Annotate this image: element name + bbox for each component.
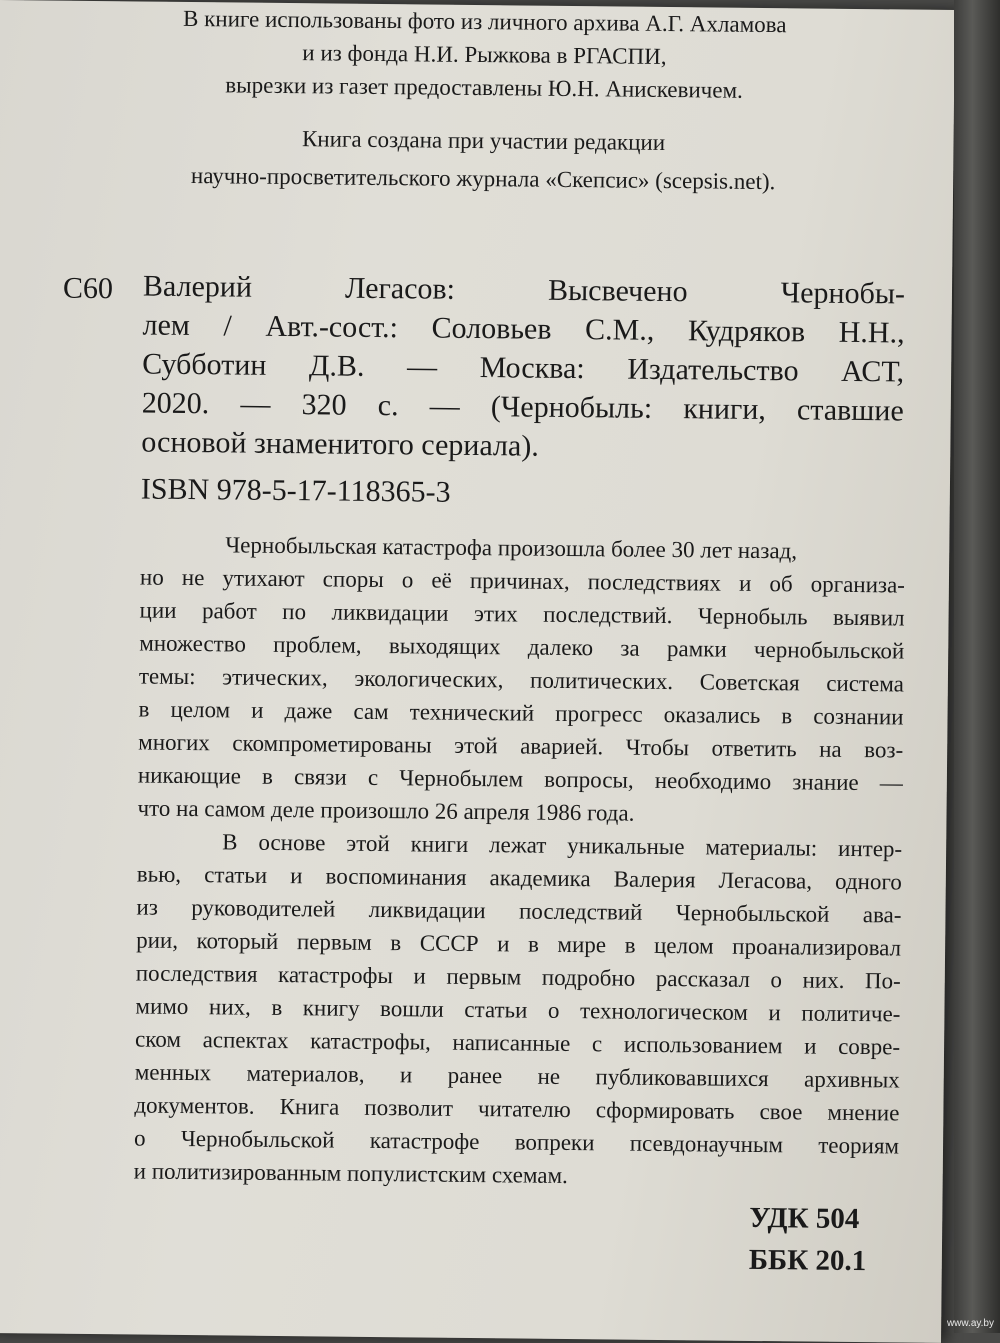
annotation-text bbox=[134, 528, 906, 1196]
journal-note bbox=[68, 118, 899, 203]
annotation-line: что на самом деле произошло 26 апреля 1986 года. bbox=[137, 795, 635, 826]
entry-line: Валерий Легасов: Высвечено Чернобы- bbox=[142, 269, 906, 311]
photo-credits bbox=[69, 1, 900, 109]
annotation-line: рии, который первым в СССР и в мире в целом проанализировал bbox=[136, 927, 902, 961]
author-code: С60 bbox=[62, 271, 114, 306]
annotation-line: о Чернобыльской катастрофе вопреки псевдонаучным теориям bbox=[133, 1125, 900, 1159]
journal-note-line: научно-просветительского журнала «Скепсис» (scepsis.net). bbox=[190, 163, 776, 195]
site-watermark: www.ay.by bbox=[946, 1318, 994, 1329]
page-shadow-edge bbox=[954, 0, 1000, 1333]
entry-line: основой знаменитого сериала). bbox=[141, 425, 539, 463]
credits-line: вырезки из газет предоставлены Ю.Н. Анискевичем. bbox=[225, 72, 743, 103]
entry-line: лем / Авт.-сост.: Соловьев С.М., Кудряков Н.Н., bbox=[142, 308, 905, 350]
annotation-line: но не утихают споры о её причинах, последствиях и об организа- bbox=[139, 564, 906, 598]
credits-line: и из фонда Н.И. Рыжкова в РГАСПИ, bbox=[302, 40, 667, 69]
journal-note-line: Книга создана при участии редакции bbox=[301, 126, 666, 155]
annotation-line: и политизированным популистским схемам. bbox=[133, 1158, 568, 1189]
annotation-line: В основе этой книги лежат уникальные материалы: интер- bbox=[222, 829, 903, 862]
credits-line: В книге использованы фото из личного архива А.Г. Ахламова bbox=[182, 5, 787, 38]
annotation-line: мимо них, в книгу вошли статьи о технологическом и политиче- bbox=[135, 993, 901, 1027]
annotation-line: документов. Книга позволит читателю сформировать свое мнение bbox=[134, 1092, 900, 1126]
annotation-line: ском аспектах катастрофы, написанные с использованием и совре- bbox=[134, 1026, 901, 1060]
annotation-line: никающие в связи с Чернобылем вопросы, необходимо знание — bbox=[137, 762, 903, 796]
udk-code: УДК 504 bbox=[749, 1201, 860, 1236]
annotation-line: темы: этических, экологических, политических. Советская система bbox=[138, 663, 905, 697]
annotation-line: последствия катастрофы и первым подробно рассказал о них. По- bbox=[135, 960, 901, 994]
entry-line: 2020. — 320 с. — (Чернобыль: книги, ставшие bbox=[141, 386, 904, 428]
annotation-line: вью, статьи и воспоминания академика Валерия Легасова, одного bbox=[136, 861, 902, 895]
annotation-line: ции работ по ликвидации этих последствий. Чернобыль выявил bbox=[139, 597, 905, 631]
annotation-line: Чернобыльская катастрофа произошла более 30 лет назад, bbox=[225, 532, 798, 564]
entry-line: Субботин Д.В. — Москва: Издательство АСТ, bbox=[142, 347, 905, 389]
annotation-line: многих скомпрометированы этой аварией. Чтобы ответить на воз- bbox=[138, 729, 904, 763]
isbn-number: ISBN 978-5-17-118365-3 bbox=[140, 472, 451, 509]
annotation-line: из руководителей ликвидации последствий Чернобыльской ава- bbox=[136, 894, 902, 928]
bibliographic-entry bbox=[141, 267, 905, 470]
bbk-code: ББК 20.1 bbox=[748, 1243, 867, 1278]
annotation-line: менных материалов, и ранее не публиковавшихся архивных bbox=[134, 1059, 900, 1093]
annotation-line: в целом и даже сам технический прогресс оказались в сознании bbox=[138, 696, 904, 730]
annotation-line: множество проблем, выходящих далеко за рамки чернобыльской bbox=[139, 630, 905, 664]
